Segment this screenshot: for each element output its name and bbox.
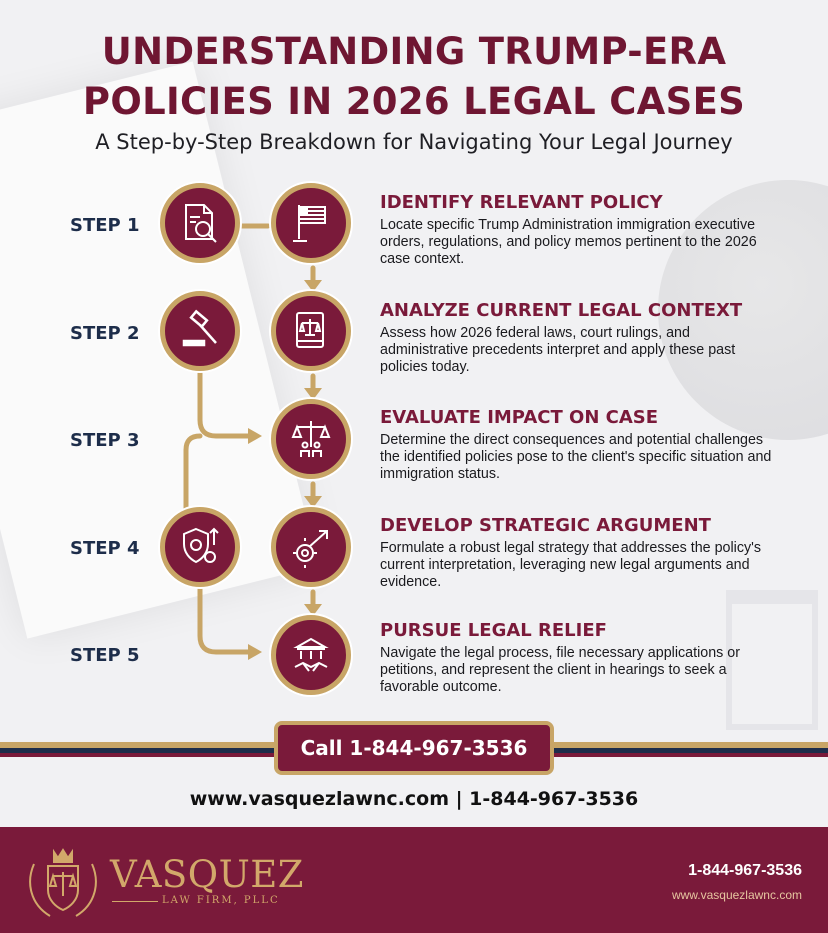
step-4-label: STEP 4 — [70, 538, 140, 559]
page-subtitle: A Step-by-Step Breakdown for Navigating Your Legal Journey — [95, 130, 733, 154]
footer-website[interactable]: www.vasquezlawnc.com — [671, 888, 802, 902]
step-1-label: STEP 1 — [70, 215, 140, 236]
contact-line[interactable]: www.vasquezlawnc.com | 1-844-967-3536 — [189, 788, 639, 810]
step-5-description: Navigate the legal process, file necessary applications or petitions, and represent the client in hearings to seek a favorable outcome. — [380, 645, 740, 695]
gear-arrow-icon — [271, 507, 351, 587]
step-3-description: Determine the direct consequences and potential challenges the identified policies pose to the client's specific situation and immigration status. — [380, 432, 772, 482]
step-5-title: PURSUE LEGAL RELIEF — [380, 620, 607, 641]
step-5-label: STEP 5 — [70, 645, 140, 666]
document-search-icon — [160, 183, 240, 263]
step-2-title: ANALYZE CURRENT LEGAL CONTEXT — [380, 300, 743, 321]
footer — [0, 827, 828, 933]
step-4-description: Formulate a robust legal strategy that addresses the policy's current interpretation, leveraging new legal arguments and evidence. — [380, 540, 761, 590]
gavel-icon — [160, 291, 240, 371]
step-1-description: Locate specific Trump Administration immigration executive orders, regulations, and policy memos pertinent to the 2026 case context. — [380, 217, 757, 267]
footer-phone[interactable]: 1-844-967-3536 — [688, 862, 802, 879]
page-title-line-1: UNDERSTANDING TRUMP-ERA — [101, 30, 727, 73]
law-firm-emblem-icon — [22, 844, 104, 922]
call-button[interactable]: Call 1-844-967-3536 — [274, 721, 554, 775]
page-title-line-2: POLICIES IN 2026 LEGAL CASES — [82, 80, 746, 123]
shield-gear-icon — [160, 507, 240, 587]
step-4-title: DEVELOP STRATEGIC ARGUMENT — [380, 515, 711, 536]
logo-name: VASQUEZ — [110, 853, 305, 896]
step-2-label: STEP 2 — [70, 323, 140, 344]
logo-divider — [112, 901, 158, 902]
flag-icon — [271, 183, 351, 263]
scales-family-icon — [271, 399, 351, 479]
step-2-description: Assess how 2026 federal laws, court rulings, and administrative precedents interpret and apply these past policies today. — [380, 325, 736, 375]
courthouse-handshake-icon — [271, 615, 351, 695]
step-3-title: EVALUATE IMPACT ON CASE — [380, 407, 659, 428]
step-1-title: IDENTIFY RELEVANT POLICY — [380, 192, 663, 213]
logo-subtitle: LAW FIRM, PLLC — [162, 895, 280, 906]
step-3-label: STEP 3 — [70, 430, 140, 451]
law-book-icon — [271, 291, 351, 371]
